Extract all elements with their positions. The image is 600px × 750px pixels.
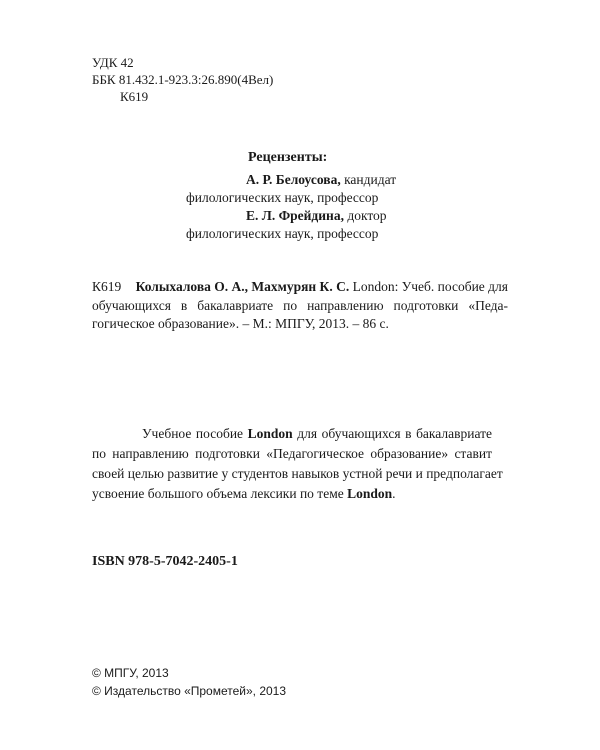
annotation-line-4 <box>92 484 492 504</box>
copyright-publisher: © Издательство «Прометей», 2013 <box>92 684 287 698</box>
annotation-text: усвоение большого объема лексики по теме <box>92 486 348 501</box>
biblio-line-1 <box>92 278 508 297</box>
annotation-line-3: своей целью развитие у студентов навыков устной речи и предполагает <box>92 466 503 481</box>
biblio-authors: Колыхалова О. А., Махмурян К. С. <box>135 279 350 294</box>
biblio-line-2: обучающихся в бакалавриате по направлению подготовки «Педа- <box>92 297 508 313</box>
copyright-block <box>92 664 286 700</box>
reviewers-title: Рецензенты: <box>248 150 328 165</box>
copyright-mpgu: © МПГУ, 2013 <box>92 666 169 680</box>
reviewer-1-degree: кандидат <box>340 172 397 187</box>
annotation-line-1 <box>92 424 492 444</box>
reviewer-1-title: филологических наук, профессор <box>186 190 379 205</box>
annotation-bold-london: London <box>247 426 293 441</box>
annotation-bold-london: London <box>347 486 393 501</box>
annotation-text: Учебное пособие <box>142 426 248 441</box>
classification-block <box>92 54 273 105</box>
bibliographic-description <box>92 278 508 334</box>
biblio-line-3: гогическое образование». – М.: МПГУ, 2013. – 86 с. <box>92 316 389 331</box>
isbn: ISBN 978-5-7042-2405-1 <box>92 554 238 569</box>
annotation-text: . <box>392 486 396 501</box>
reviewer-2 <box>246 208 387 224</box>
annotation <box>92 424 503 504</box>
biblio-code: К619 <box>92 279 122 294</box>
biblio-title: London: Учеб. пособие для <box>349 279 508 294</box>
udk-code: УДК 42 <box>92 55 134 70</box>
annotation-line-2: по направлению подготовки «Педагогическое образование» ставит <box>92 446 492 461</box>
bbk-code: ББК 81.432.1-923.3:26.890(4Вел) <box>92 72 274 87</box>
reviewer-2-name: Е. Л. Фрейдина, <box>246 208 344 223</box>
reviewer-2-degree: доктор <box>343 208 387 223</box>
reviewer-1 <box>246 172 396 188</box>
annotation-text: для обучающихся в бакалавриате <box>292 426 493 441</box>
biblio-line-1-text <box>136 278 508 297</box>
author-mark: К619 <box>120 89 149 104</box>
reviewer-1-name: А. Р. Белоусова, <box>246 172 341 187</box>
reviewer-2-title: филологических наук, профессор <box>186 226 379 241</box>
